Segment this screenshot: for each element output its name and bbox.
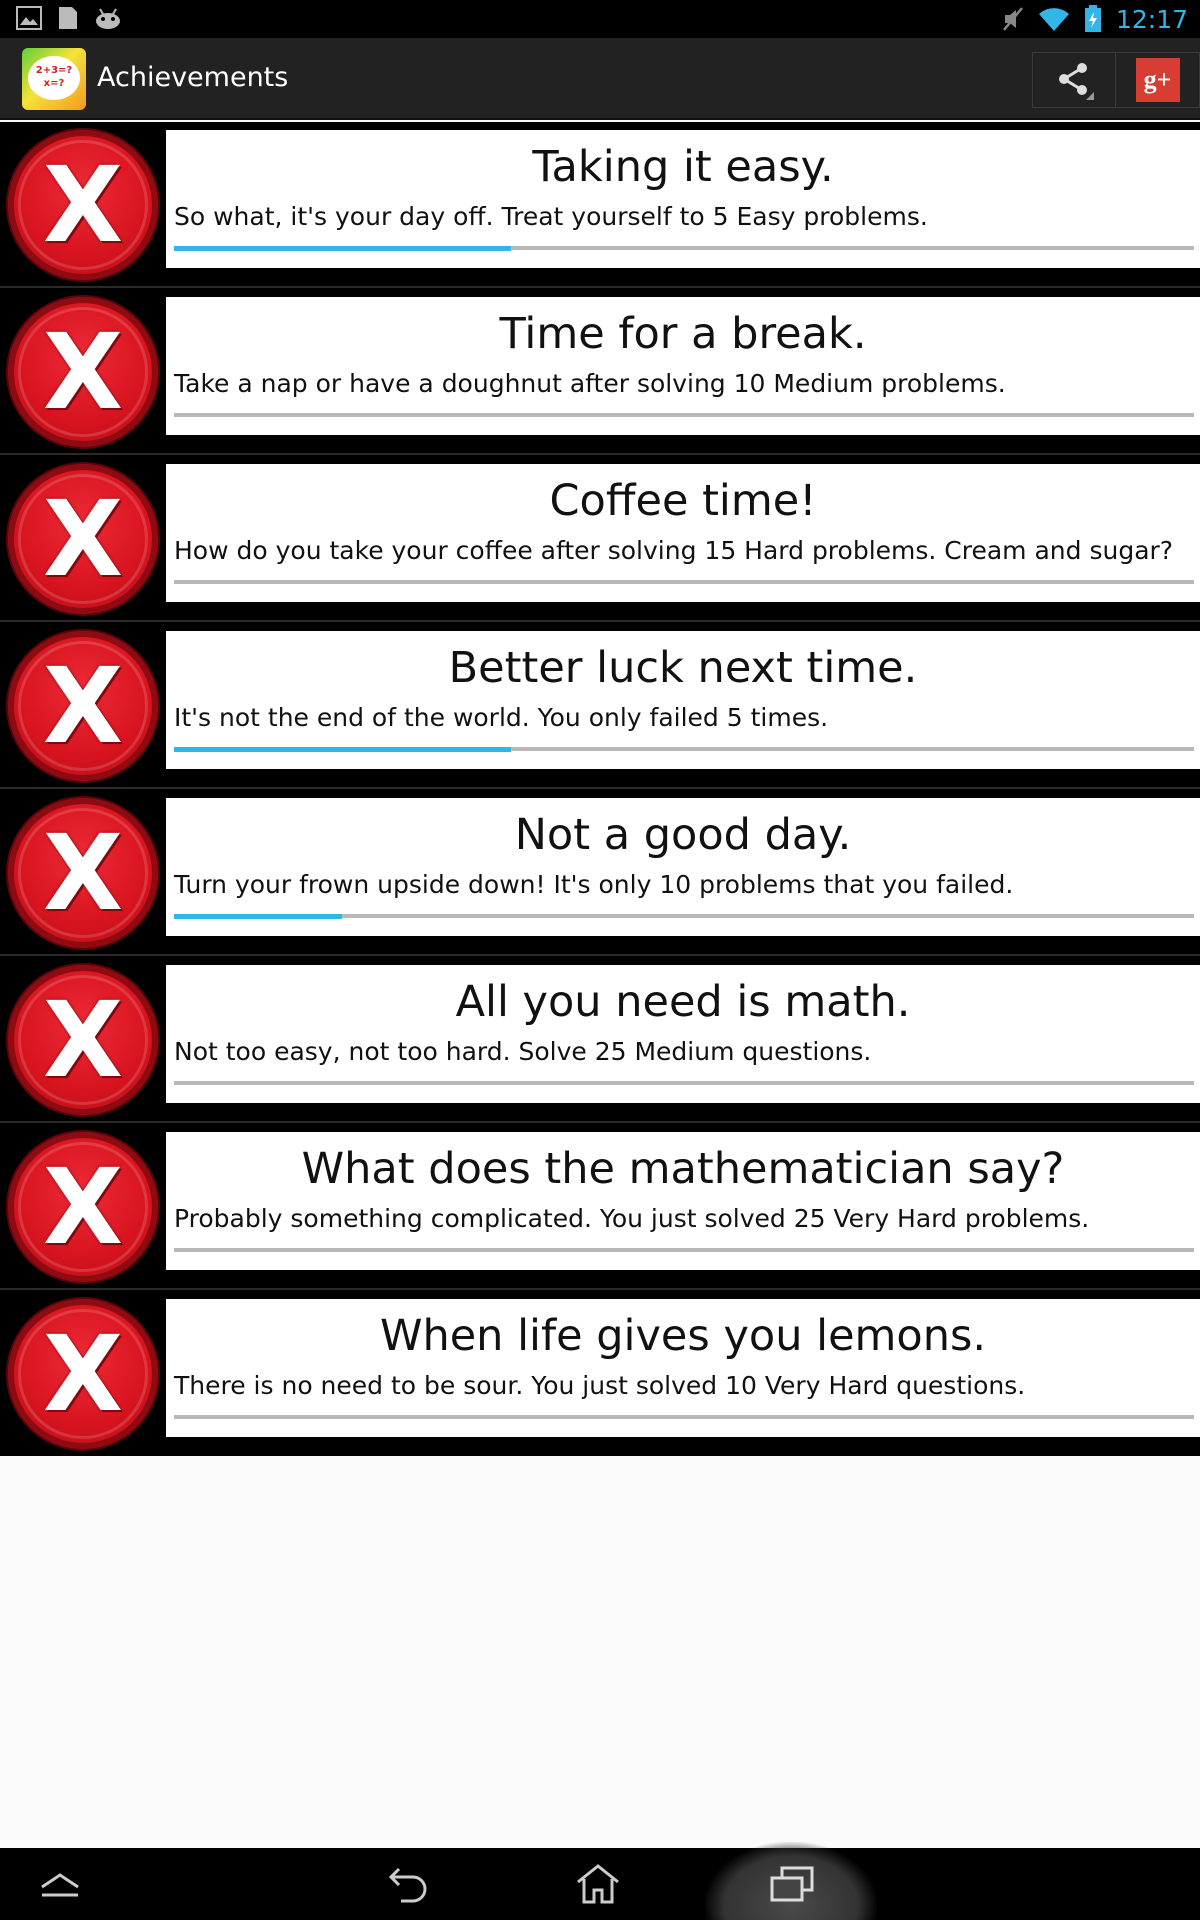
progress-fill: [174, 747, 511, 752]
wifi-icon: [1038, 6, 1070, 32]
achievement-description: There is no need to be sour. You just solved 10 Very Hard questions.: [174, 1371, 1026, 1400]
achievement-progress-bar: [174, 580, 1194, 584]
navigation-bar: [0, 1848, 1200, 1920]
achievement-card: [166, 798, 1200, 936]
not-achieved-badge-icon: [8, 965, 158, 1115]
achievement-title: Better luck next time.: [448, 643, 918, 693]
achievements-list[interactable]: [0, 122, 1200, 1456]
achievement-description: Not too easy, not too hard. Solve 25 Medium questions.: [174, 1037, 872, 1066]
share-button[interactable]: [1032, 52, 1116, 108]
not-achieved-badge-icon: [8, 130, 158, 280]
achievement-progress-bar: [174, 246, 1194, 250]
progress-fill: [174, 246, 511, 251]
badge-x-mark: X: [42, 478, 124, 600]
collapse-icon: [38, 1869, 82, 1899]
android-debug-icon: [94, 7, 122, 29]
action-bar-actions: [1032, 52, 1200, 108]
divider: [0, 286, 1200, 288]
progress-fill: [174, 914, 342, 919]
badge-x-mark: X: [42, 645, 124, 767]
achievement-item[interactable]: [0, 957, 1200, 1123]
collapse-button[interactable]: [20, 1848, 100, 1920]
google-plus-icon: [1136, 58, 1180, 102]
app-icon[interactable]: [22, 48, 86, 110]
badge-x-mark: X: [42, 812, 124, 934]
achievement-title: When life gives you lemons.: [379, 1311, 987, 1361]
gallery-notification-icon: [16, 6, 42, 30]
achievement-item[interactable]: [0, 623, 1200, 789]
divider: [0, 787, 1200, 789]
divider: [0, 620, 1200, 622]
mute-icon: [1002, 6, 1024, 32]
google-plus-label: g+: [1143, 65, 1172, 94]
achievement-title: Not a good day.: [514, 810, 852, 860]
app-icon-line-1: 2+3=?: [35, 65, 73, 76]
badge-x-mark: X: [42, 311, 124, 433]
status-clock: 12:17: [1115, 4, 1188, 34]
home-icon: [574, 1862, 622, 1906]
divider: [0, 954, 1200, 956]
achievement-description: Turn your frown upside down! It's only 10 problems that you failed.: [174, 870, 1014, 899]
sd-card-icon: [58, 6, 78, 30]
share-icon: [1052, 58, 1096, 102]
badge-x-mark: X: [42, 1313, 124, 1435]
achievement-card: [166, 965, 1200, 1103]
not-achieved-badge-icon: [8, 297, 158, 447]
recent-apps-button[interactable]: [752, 1848, 832, 1920]
achievement-title: Time for a break.: [499, 309, 867, 359]
back-icon: [385, 1863, 431, 1905]
divider: [0, 1121, 1200, 1123]
achievement-item[interactable]: [0, 1291, 1200, 1457]
battery-charging-icon: [1084, 5, 1102, 33]
recent-apps-icon: [768, 1864, 816, 1904]
not-achieved-badge-icon: [8, 464, 158, 614]
not-achieved-badge-icon: [8, 1132, 158, 1282]
google-plus-button[interactable]: [1116, 52, 1200, 108]
achievement-card: [166, 130, 1200, 268]
achievement-title: What does the mathematician say?: [301, 1144, 1065, 1194]
badge-x-mark: X: [42, 144, 124, 266]
achievement-progress-bar: [174, 1248, 1194, 1252]
achievement-card: [166, 631, 1200, 769]
achievement-description: How do you take your coffee after solving 15 Hard problems. Cream and sugar?: [174, 536, 1174, 565]
achievement-description: It's not the end of the world. You only failed 5 times.: [174, 703, 829, 732]
achievement-title: Taking it easy.: [532, 142, 834, 192]
achievement-progress-bar: [174, 914, 1194, 918]
achievement-progress-bar: [174, 413, 1194, 417]
achievement-title: Coffee time!: [549, 476, 817, 526]
home-button[interactable]: [558, 1848, 638, 1920]
badge-x-mark: X: [42, 1146, 124, 1268]
achievement-item[interactable]: [0, 456, 1200, 622]
status-bar: [0, 0, 1200, 38]
app-icon-equation: [31, 64, 77, 90]
achievement-card: [166, 297, 1200, 435]
not-achieved-badge-icon: [8, 1299, 158, 1449]
achievement-item[interactable]: [0, 790, 1200, 956]
achievement-card: [166, 464, 1200, 602]
achievement-description: So what, it's your day off. Treat yourself to 5 Easy problems.: [174, 202, 928, 231]
not-achieved-badge-icon: [8, 798, 158, 948]
achievement-description: Take a nap or have a doughnut after solving 10 Medium problems.: [174, 369, 1006, 398]
achievement-item[interactable]: [0, 1124, 1200, 1290]
badge-x-mark: X: [42, 979, 124, 1101]
action-bar: [0, 38, 1200, 120]
app-icon-line-2: x=?: [43, 78, 65, 89]
divider: [0, 1288, 1200, 1290]
achievement-item[interactable]: [0, 122, 1200, 288]
achievement-progress-bar: [174, 1081, 1194, 1085]
page-title: Achievements: [97, 62, 289, 93]
achievement-title: All you need is math.: [455, 977, 911, 1027]
achievement-description: Probably something complicated. You just solved 25 Very Hard problems.: [174, 1204, 1090, 1233]
divider: [0, 453, 1200, 455]
achievement-card: [166, 1299, 1200, 1437]
not-achieved-badge-icon: [8, 631, 158, 781]
back-button[interactable]: [368, 1848, 448, 1920]
achievement-card: [166, 1132, 1200, 1270]
achievement-item[interactable]: [0, 289, 1200, 455]
achievement-progress-bar: [174, 747, 1194, 751]
achievement-progress-bar: [174, 1415, 1194, 1419]
